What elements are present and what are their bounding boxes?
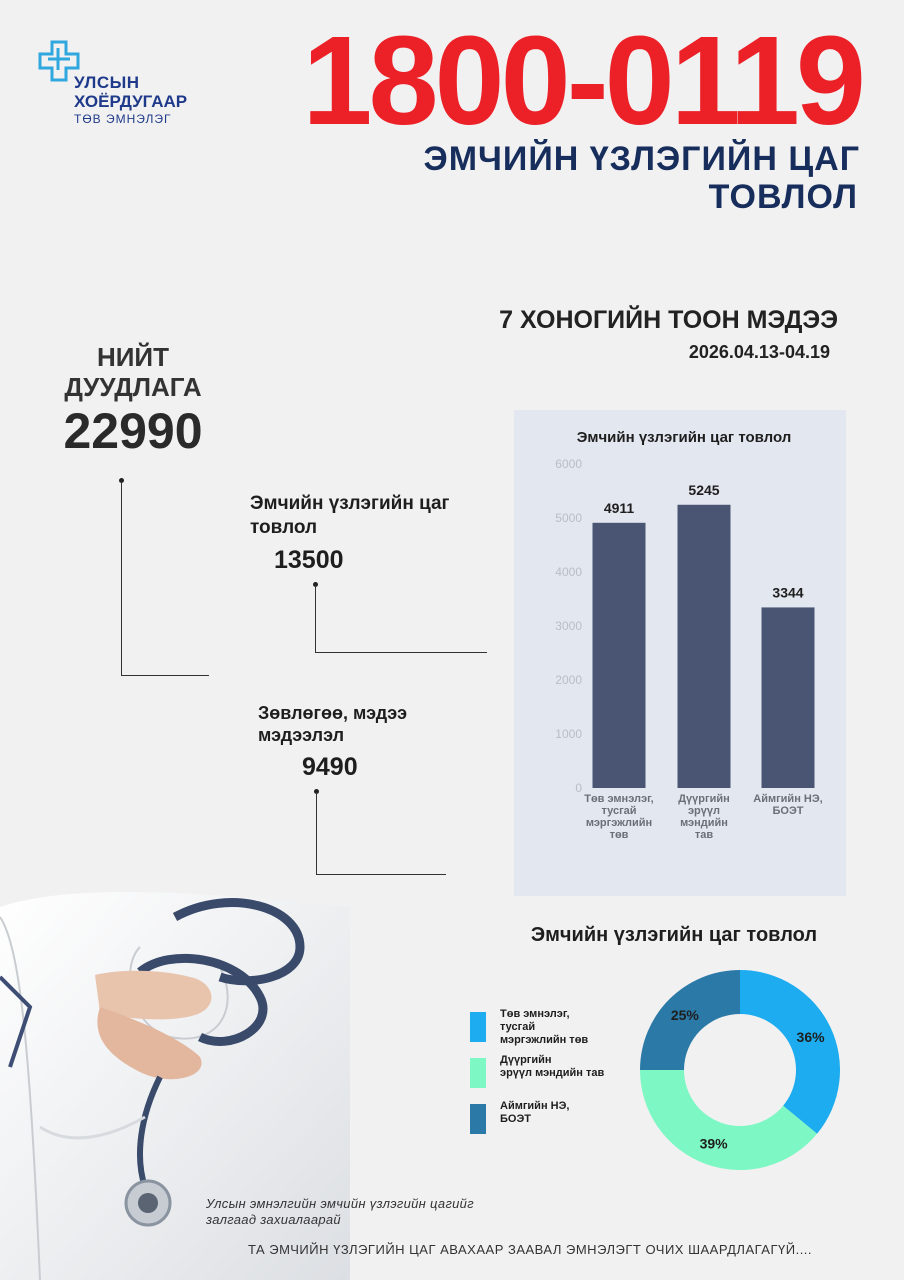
legend-label: Төв эмнэлэг, тусгай мэргэжлийн төв xyxy=(500,1008,589,1046)
legend-label: Аймгийн НЭ, БОЭТ xyxy=(500,1100,570,1125)
connector-line xyxy=(121,675,209,676)
donut-value-label: 36% xyxy=(796,1028,825,1045)
connector-line xyxy=(121,481,122,676)
subtitle-line1: ЭМЧИЙН ҮЗЛЭГИЙН ЦАГ xyxy=(423,140,860,178)
y-tick-label: 1000 xyxy=(555,727,582,741)
connector-line xyxy=(315,585,316,653)
phone-number: 1800-0119 xyxy=(302,10,862,151)
legend-swatch xyxy=(470,1104,486,1134)
x-category-label: Төв эмнэлэг, тусгай мэргэжлийн төв xyxy=(584,793,654,841)
bar-value-label: 5245 xyxy=(688,481,720,498)
legend-item xyxy=(470,1008,630,1054)
donut-chart xyxy=(640,968,840,1172)
y-tick-label: 5000 xyxy=(555,511,582,525)
donut-value-label: 25% xyxy=(670,1006,699,1023)
y-tick-label: 0 xyxy=(575,781,582,795)
logo-text-line2: ХОЁРДУГААР xyxy=(74,92,188,111)
total-calls-label: НИЙТ ДУУДЛАГА xyxy=(64,342,202,402)
bar-value-label: 4911 xyxy=(603,499,635,516)
y-tick-label: 3000 xyxy=(555,619,582,633)
bar xyxy=(678,505,731,788)
connector-line xyxy=(316,792,317,875)
consultation-value: 9490 xyxy=(302,753,358,781)
bar-chart-panel xyxy=(514,410,846,896)
legend-item xyxy=(470,1054,630,1100)
bottom-note: ТА ЭМЧИЙН ҮЗЛЭГИЙН ЦАГ АВАХААР ЗААВАЛ ЭМНЭЛЭГТ ОЧИХ ШААРДЛАГАГҮЙ.... xyxy=(247,1242,813,1257)
bar xyxy=(762,607,815,788)
week-date-range: 2026.04.13-04.19 xyxy=(688,342,830,362)
y-tick-label: 2000 xyxy=(555,673,582,687)
bar-chart xyxy=(514,410,846,896)
donut-slice xyxy=(740,970,840,1134)
legend-swatch xyxy=(470,1012,486,1042)
bar xyxy=(593,523,646,788)
logo-text-line1: УЛСЫН xyxy=(74,73,140,92)
donut-value-label: 39% xyxy=(699,1135,728,1152)
appointment-label: Эмчийн үзлэгийн цаг товлол xyxy=(250,493,450,538)
y-tick-label: 4000 xyxy=(555,565,582,579)
appointment-value: 13500 xyxy=(274,546,344,574)
x-category-label: Дүүргийн эрүүл мэндийн тав xyxy=(678,793,730,841)
legend-item xyxy=(470,1100,630,1146)
week-stats-title: 7 ХОНОГИЙН ТООН МЭДЭЭ xyxy=(499,306,838,334)
donut-chart-title: Эмчийн үзлэгийн цаг товлол xyxy=(530,924,818,946)
bar-value-label: 3344 xyxy=(772,584,804,601)
y-tick-label: 6000 xyxy=(555,457,582,471)
connector-line xyxy=(316,874,446,875)
bar-chart-title: Эмчийн үзлэгийн цаг товлол xyxy=(576,429,792,446)
legend-label: Дүүргийн эрүүл мэндийн тав xyxy=(500,1054,605,1079)
connector-line xyxy=(315,652,487,653)
logo-text-line3: ТӨВ ЭМНЭЛЭГ xyxy=(74,112,172,126)
x-category-label: Аймгийн НЭ, БОЭТ xyxy=(753,793,823,817)
total-calls-value: 22990 xyxy=(63,403,203,459)
legend-swatch xyxy=(470,1058,486,1088)
subtitle-line2: ТОВЛОЛ xyxy=(708,178,858,216)
consultation-label: Зөвлөгөө, мэдээ мэдээлэл xyxy=(258,703,408,745)
donut-slice xyxy=(640,1070,817,1170)
donut-legend xyxy=(470,1008,630,1146)
footnote-text: Улсын эмнэлгийн эмчийн үзлэгийн цагийг залгаад захиалаарай xyxy=(206,1196,474,1227)
